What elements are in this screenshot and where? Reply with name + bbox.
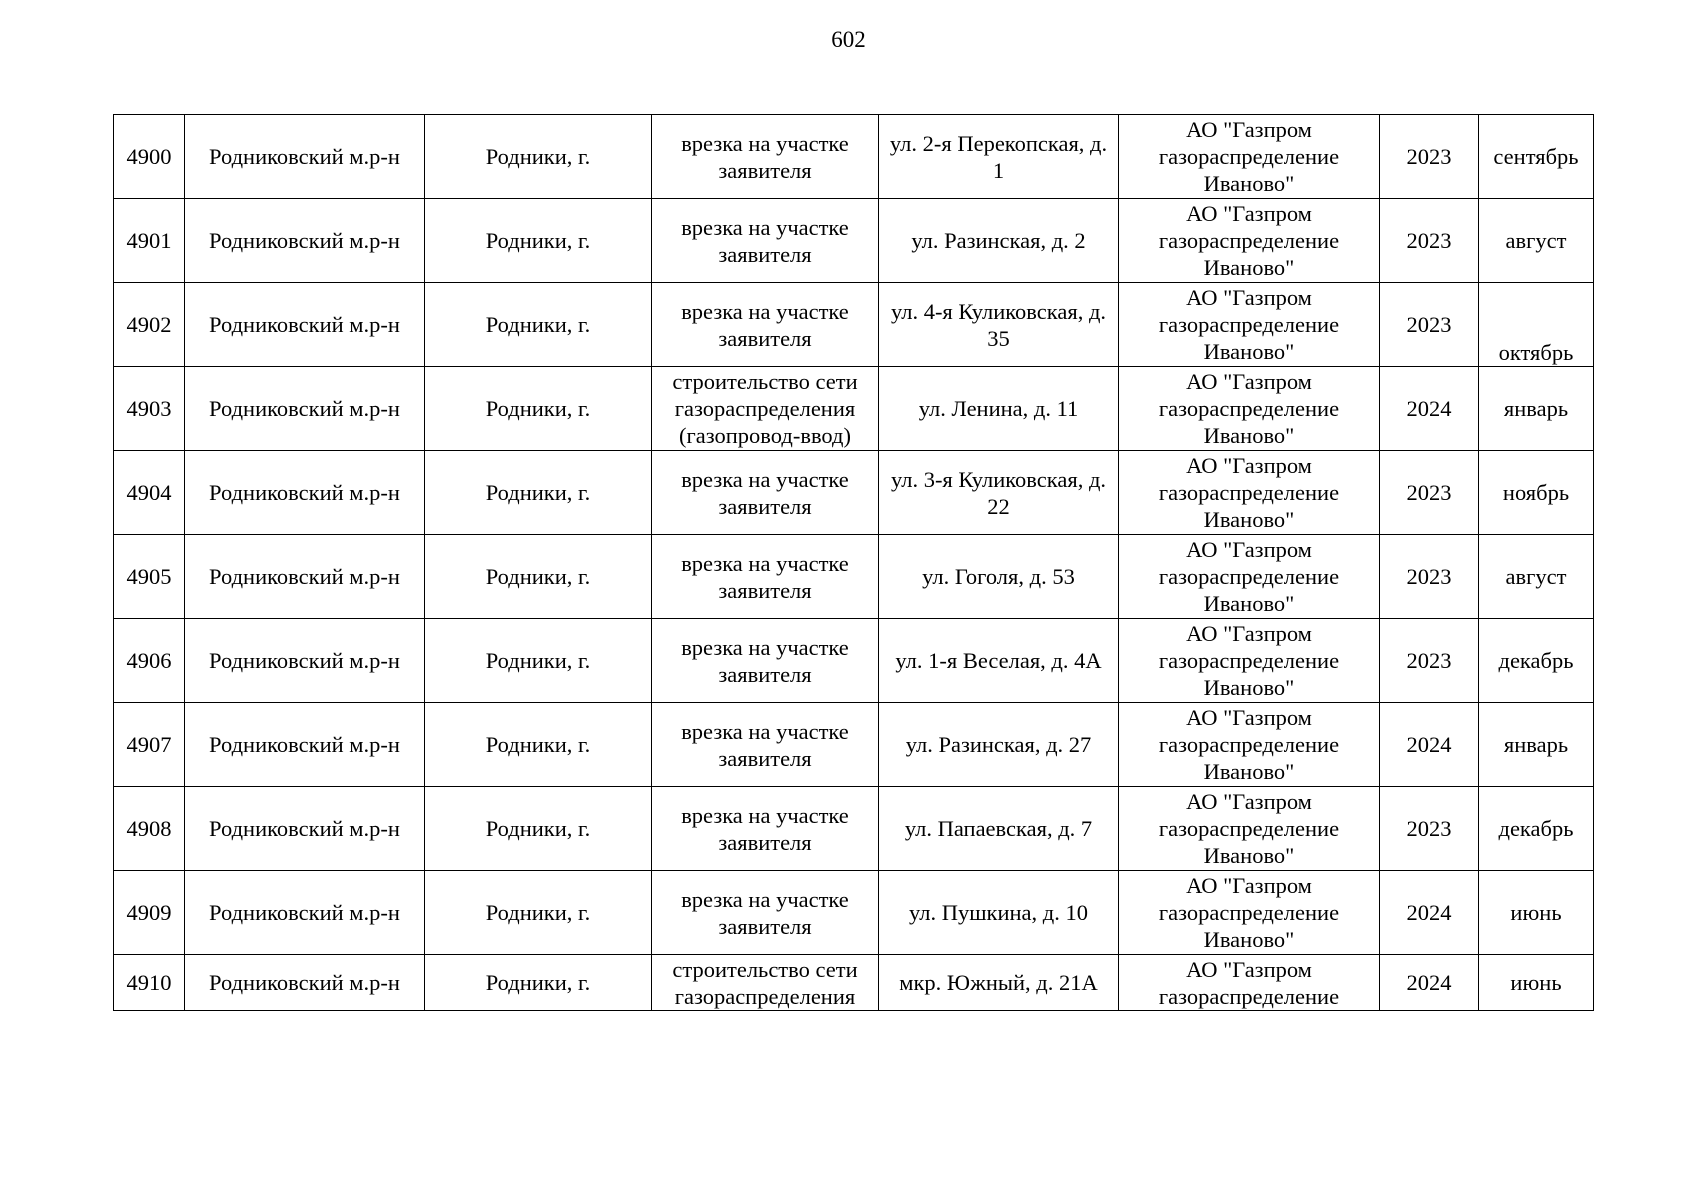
district-cell: Родниковский м.р-н — [185, 283, 425, 367]
locality-cell: Родники, г. — [425, 955, 652, 1011]
table-row — [114, 955, 1594, 1011]
work-type-cell: врезка на участке заявителя — [652, 703, 879, 787]
year-cell: 2024 — [1380, 367, 1479, 451]
work-type-cell: врезка на участке заявителя — [652, 787, 879, 871]
work-type-cell — [652, 955, 879, 1011]
organization-cell: АО "Газпром газораспределение Иваново" — [1119, 283, 1380, 367]
year-cell: 2023 — [1380, 535, 1479, 619]
locality-cell: Родники, г. — [425, 367, 652, 451]
locality-cell: Родники, г. — [425, 871, 652, 955]
year-cell: 2024 — [1380, 955, 1479, 1011]
row-number: 4904 — [114, 451, 185, 535]
row-number: 4906 — [114, 619, 185, 703]
organization-cell: АО "Газпром газораспределение Иваново" — [1119, 451, 1380, 535]
month-cell: декабрь — [1479, 787, 1594, 871]
row-number: 4901 — [114, 199, 185, 283]
month-cell: январь — [1479, 367, 1594, 451]
district-cell: Родниковский м.р-н — [185, 367, 425, 451]
table-row — [114, 451, 1594, 535]
district-cell: Родниковский м.р-н — [185, 787, 425, 871]
district-cell: Родниковский м.р-н — [185, 535, 425, 619]
locality-cell: Родники, г. — [425, 535, 652, 619]
table-row — [114, 535, 1594, 619]
table-row — [114, 199, 1594, 283]
locality-cell: Родники, г. — [425, 115, 652, 199]
table-row — [114, 703, 1594, 787]
row-number: 4902 — [114, 283, 185, 367]
organization-cell: АО "Газпром газораспределение Иваново" — [1119, 115, 1380, 199]
address-cell: мкр. Южный, д. 21А — [879, 955, 1119, 1011]
organization-cell: АО "Газпром газораспределение Иваново" — [1119, 367, 1380, 451]
table-row — [114, 283, 1594, 367]
address-cell: ул. 3-я Куликовская, д. 22 — [879, 451, 1119, 535]
row-number: 4909 — [114, 871, 185, 955]
year-cell: 2023 — [1380, 451, 1479, 535]
year-cell: 2023 — [1380, 787, 1479, 871]
year-cell: 2023 — [1380, 283, 1479, 367]
work-type-cell: врезка на участке заявителя — [652, 619, 879, 703]
address-cell: ул. Пушкина, д. 10 — [879, 871, 1119, 955]
organization-text: АО "Газпром газораспределение — [1158, 956, 1340, 1009]
month-cell: август — [1479, 199, 1594, 283]
work-type-cell: строительство сети газораспределения (газопровод-ввод) — [652, 367, 879, 451]
organization-cell: АО "Газпром газораспределение Иваново" — [1119, 199, 1380, 283]
address-cell: ул. Папаевская, д. 7 — [879, 787, 1119, 871]
table-row — [114, 115, 1594, 199]
year-cell: 2023 — [1380, 115, 1479, 199]
address-cell: ул. Ленина, д. 11 — [879, 367, 1119, 451]
address-cell: ул. Гоголя, д. 53 — [879, 535, 1119, 619]
year-cell: 2023 — [1380, 199, 1479, 283]
organization-cell: АО "Газпром газораспределение Иваново" — [1119, 535, 1380, 619]
organization-cell: АО "Газпром газораспределение Иваново" — [1119, 619, 1380, 703]
work-type-cell: врезка на участке заявителя — [652, 451, 879, 535]
month-cell: август — [1479, 535, 1594, 619]
year-cell: 2024 — [1380, 871, 1479, 955]
row-number: 4910 — [114, 955, 185, 1011]
address-cell: ул. 1-я Веселая, д. 4А — [879, 619, 1119, 703]
work-type-text: строительство сети газораспределения — [672, 956, 858, 1009]
locality-cell: Родники, г. — [425, 787, 652, 871]
page-number: 602 — [831, 27, 866, 52]
district-cell: Родниковский м.р-н — [185, 199, 425, 283]
month-cell: июнь — [1479, 955, 1594, 1011]
work-type-cell: врезка на участке заявителя — [652, 283, 879, 367]
year-cell: 2024 — [1380, 703, 1479, 787]
table-row — [114, 619, 1594, 703]
organization-cell: АО "Газпром газораспределение Иваново" — [1119, 871, 1380, 955]
district-cell: Родниковский м.р-н — [185, 451, 425, 535]
address-cell: ул. Разинская, д. 2 — [879, 199, 1119, 283]
year-cell: 2023 — [1380, 619, 1479, 703]
work-type-cell: врезка на участке заявителя — [652, 199, 879, 283]
gas-connection-table — [113, 114, 1594, 1011]
locality-cell: Родники, г. — [425, 619, 652, 703]
month-cell: сентябрь — [1479, 115, 1594, 199]
month-cell: ноябрь — [1479, 451, 1594, 535]
work-type-cell: врезка на участке заявителя — [652, 115, 879, 199]
month-cell: октябрь — [1479, 283, 1594, 367]
district-cell: Родниковский м.р-н — [185, 115, 425, 199]
table-row — [114, 367, 1594, 451]
work-type-cell: врезка на участке заявителя — [652, 871, 879, 955]
organization-cell: АО "Газпром газораспределение Иваново" — [1119, 787, 1380, 871]
organization-cell — [1119, 955, 1380, 1011]
district-cell: Родниковский м.р-н — [185, 619, 425, 703]
table-row — [114, 871, 1594, 955]
locality-cell: Родники, г. — [425, 283, 652, 367]
month-cell: январь — [1479, 703, 1594, 787]
district-cell: Родниковский м.р-н — [185, 871, 425, 955]
address-cell: ул. 2-я Перекопская, д. 1 — [879, 115, 1119, 199]
work-type-cell: врезка на участке заявителя — [652, 535, 879, 619]
address-cell: ул. Разинская, д. 27 — [879, 703, 1119, 787]
row-number: 4900 — [114, 115, 185, 199]
locality-cell: Родники, г. — [425, 199, 652, 283]
row-number: 4903 — [114, 367, 185, 451]
locality-cell: Родники, г. — [425, 451, 652, 535]
row-number: 4908 — [114, 787, 185, 871]
month-cell: декабрь — [1479, 619, 1594, 703]
locality-cell: Родники, г. — [425, 703, 652, 787]
table-row — [114, 787, 1594, 871]
district-cell: Родниковский м.р-н — [185, 703, 425, 787]
month-cell: июнь — [1479, 871, 1594, 955]
address-cell: ул. 4-я Куликовская, д. 35 — [879, 283, 1119, 367]
district-cell: Родниковский м.р-н — [185, 955, 425, 1011]
row-number: 4905 — [114, 535, 185, 619]
row-number: 4907 — [114, 703, 185, 787]
organization-cell: АО "Газпром газораспределение Иваново" — [1119, 703, 1380, 787]
